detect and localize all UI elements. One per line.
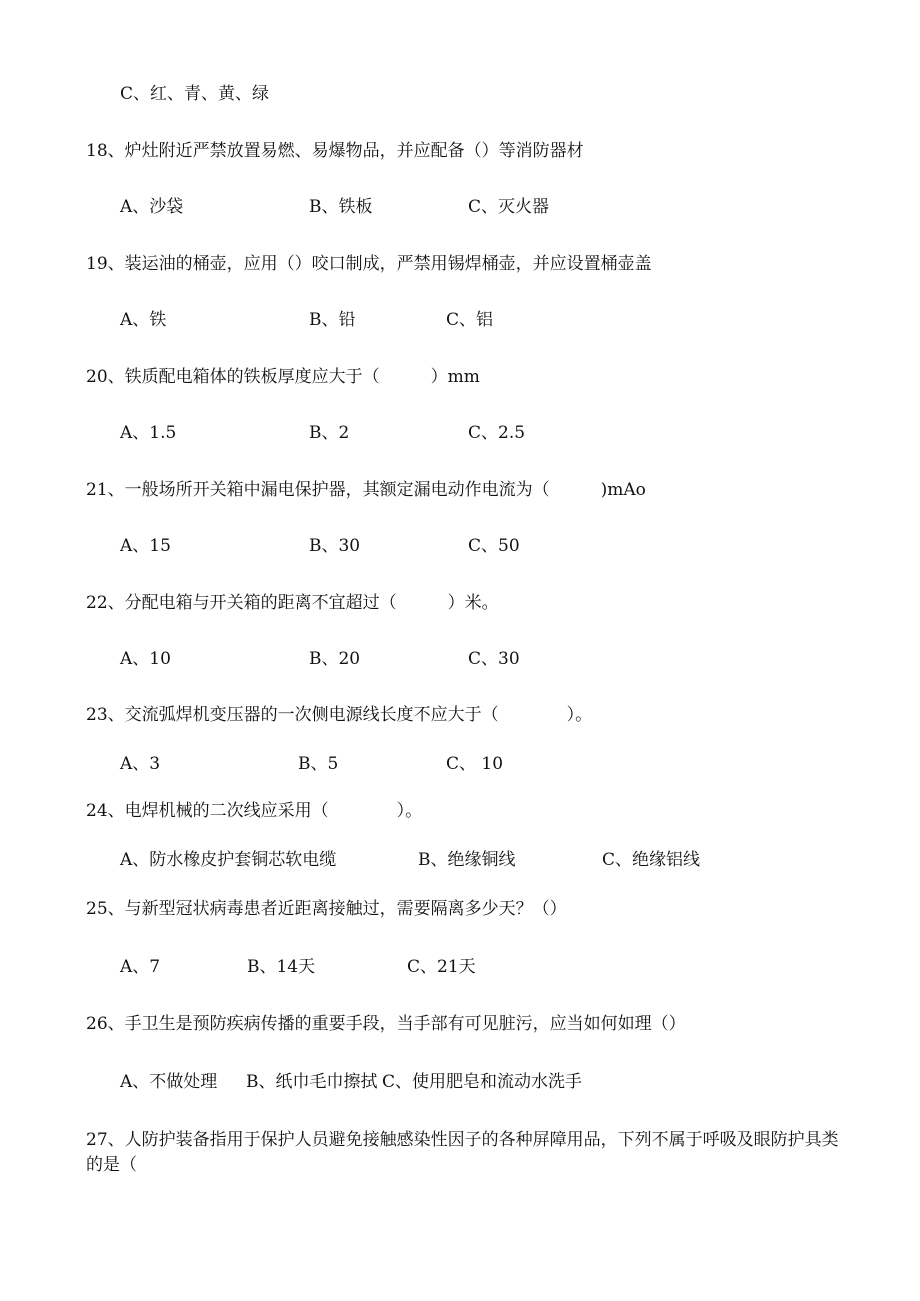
option-23a: A、3 <box>120 754 161 774</box>
option-22a: A、10 <box>120 649 171 669</box>
option-18b: B、铁板 <box>309 197 373 217</box>
option-25c: C、21天 <box>407 957 476 977</box>
option-21c: C、50 <box>468 536 520 556</box>
option-17c: C、红、青、黄、绿 <box>120 84 270 104</box>
option-22c: C、30 <box>468 649 520 669</box>
question-26: 26、手卫生是预防疾病传播的重要手段，当手部有可见脏污，应当如何如理（） <box>86 1014 686 1034</box>
option-20c: C、2.5 <box>468 423 526 443</box>
option-18a: A、沙袋 <box>120 197 184 217</box>
option-21b: B、30 <box>309 536 361 556</box>
option-26a: A、不做处理 <box>120 1072 218 1092</box>
option-19c: C、铝 <box>446 310 494 330</box>
question-22: 22、分配电箱与开关箱的距离不宜超过（ ）米。 <box>86 593 499 613</box>
question-21: 21、一般场所开关箱中漏电保护器，其额定漏电动作电流为（ )mAo <box>86 480 646 500</box>
option-25a: A、7 <box>120 957 161 977</box>
option-row-17 <box>120 82 269 106</box>
option-24a: A、防水橡皮护套铜芯软电缆 <box>120 850 337 870</box>
option-row-26 <box>120 1070 760 1094</box>
option-26c: C、使用肥皂和流动水洗手 <box>382 1072 583 1092</box>
option-20b: B、2 <box>309 423 350 443</box>
question-19: 19、装运油的桶壶，应用（）咬口制成，严禁用锡焊桶壶，并应设置桶壶盖 <box>86 254 652 274</box>
option-21a: A、15 <box>120 536 171 556</box>
option-23c: C、 10 <box>446 754 504 774</box>
option-row-23 <box>120 752 720 776</box>
question-27: 27、人防护装备指用于保护人员避免接触感染性因子的各种屏障用品，下列不属于呼吸及眼防护具类的是（ <box>86 1130 839 1175</box>
option-row-24 <box>120 848 760 872</box>
option-row-20 <box>120 421 720 445</box>
question-18: 18、炉灶附近严禁放置易燃、易爆物品，并应配备（）等消防器材 <box>86 141 584 161</box>
question-20: 20、铁质配电箱体的铁板厚度应大于（ ）mm <box>86 367 480 387</box>
question-25: 25、与新型冠状病毒患者近距离接触过，需要隔离多少天？（） <box>86 899 567 919</box>
option-row-22 <box>120 647 720 671</box>
option-22b: B、20 <box>309 649 361 669</box>
option-20a: A、1.5 <box>120 423 177 443</box>
option-19a: A、铁 <box>120 310 167 330</box>
option-24b: B、绝缘铜线 <box>418 850 516 870</box>
question-23: 23、交流弧焊机变压器的一次侧电源线长度不应大于（ ）。 <box>86 705 593 725</box>
option-23b: B、5 <box>298 754 339 774</box>
option-row-18 <box>120 195 720 219</box>
option-25b: B、14天 <box>247 957 316 977</box>
option-row-21 <box>120 534 720 558</box>
option-19b: B、铅 <box>309 310 356 330</box>
option-row-25 <box>120 955 720 979</box>
question-24: 24、电焊机械的二次线应采用（ ）。 <box>86 801 423 821</box>
option-row-19 <box>120 308 720 332</box>
option-18c: C、灭火器 <box>468 197 550 217</box>
option-24c: C、绝缘铝线 <box>602 850 701 870</box>
option-26b: B、纸巾毛巾擦拭 <box>246 1072 378 1092</box>
